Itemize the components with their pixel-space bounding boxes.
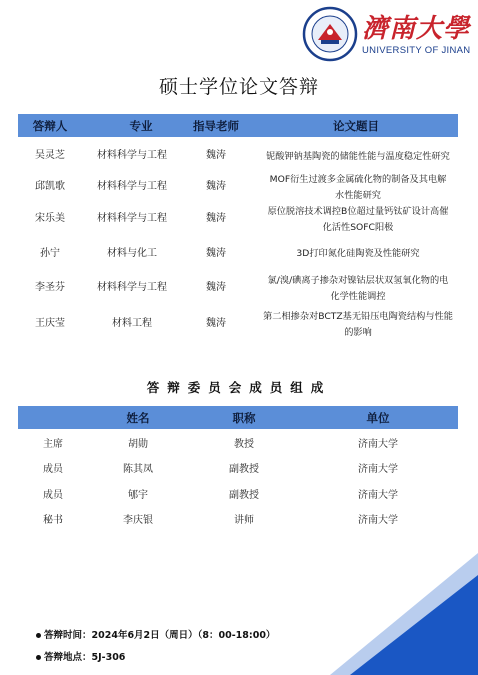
member-rank: 教授 <box>234 439 254 450</box>
student-advisor: 魏涛 <box>206 282 226 293</box>
member-unit: 济南大学 <box>358 439 398 450</box>
defense-time-text: 答辩时间：2024年6月2日（周日）（8：00-18:00） <box>44 630 276 641</box>
header-advisor: 指导老师 <box>193 118 239 133</box>
member-unit: 济南大学 <box>358 490 398 501</box>
committee-table-header <box>18 406 458 429</box>
header-name: 姓名 <box>126 410 150 425</box>
student-name: 李圣芬 <box>35 282 65 293</box>
member-role: 秘书 <box>43 515 63 526</box>
member-unit: 济南大学 <box>358 515 398 526</box>
member-rank: 副教授 <box>229 464 259 475</box>
member-role: 成员 <box>43 490 63 501</box>
student-advisor: 魏涛 <box>206 248 226 259</box>
defense-table-header <box>18 114 458 137</box>
member-rank: 讲师 <box>234 515 254 526</box>
bullet-icon <box>36 655 41 660</box>
thesis-topic-line: 第二相掺杂对BCTZ基无铅压电陶瓷结构与性能 <box>263 311 453 322</box>
thesis-topic <box>252 149 464 165</box>
header-topic: 论文题目 <box>333 118 379 133</box>
header-student: 答辩人 <box>32 118 68 133</box>
student-major: 材料科学与工程 <box>97 282 167 293</box>
student-advisor: 魏涛 <box>206 181 226 192</box>
logo-english-name: UNIVERSITY OF JINAN <box>362 45 471 56</box>
thesis-topic <box>252 246 464 262</box>
thesis-topic-line: 原位脱溶技术调控B位超过量钙钛矿设计高催 <box>267 206 449 217</box>
member-rank: 副教授 <box>229 490 259 501</box>
header-unit: 单位 <box>366 410 390 425</box>
thesis-topic-line: 氯/溴/碘离子掺杂对镍钴层状双氢氧化物的电 <box>267 275 449 286</box>
page-title: 硕士学位论文答辩 <box>158 76 319 98</box>
header-rank: 职称 <box>232 410 256 425</box>
defense-time <box>36 627 275 641</box>
thesis-topic <box>252 273 464 305</box>
student-name: 吴灵芝 <box>35 150 65 161</box>
member-name: 郇宇 <box>128 490 148 501</box>
thesis-topic <box>252 309 464 341</box>
thesis-topic-line: MOF衍生过渡多金属硫化物的制备及其电解 <box>269 174 447 185</box>
defense-place-text: 答辩地点：5J-306 <box>44 652 126 663</box>
student-major: 材料科学与工程 <box>97 181 167 192</box>
committee-title: 答辩委员会成员组成 <box>146 380 332 395</box>
member-role: 主席 <box>43 439 63 450</box>
university-logo <box>302 6 472 62</box>
defense-place <box>36 649 125 663</box>
student-major: 材料科学与工程 <box>97 150 167 161</box>
thesis-topic-line: 铌酸钾钠基陶瓷的储能性能与温度稳定性研究 <box>266 151 450 162</box>
university-seal-icon <box>302 6 358 62</box>
member-name: 陈其凤 <box>123 464 153 475</box>
student-name: 邱凯歌 <box>35 181 65 192</box>
thesis-topic-line: 化活性SOFC阳极 <box>322 222 394 233</box>
student-name: 孙宁 <box>40 248 60 259</box>
thesis-topic-line: 化学性能调控 <box>330 291 386 302</box>
member-name: 李庆银 <box>123 515 153 526</box>
student-name: 宋乐美 <box>35 213 65 224</box>
logo-chinese-name: 濟南大學 <box>362 14 471 44</box>
thesis-topic-line: 水性能研究 <box>335 190 381 201</box>
student-major: 材料科学与工程 <box>97 213 167 224</box>
header-major: 专业 <box>129 118 153 133</box>
student-advisor: 魏涛 <box>206 318 226 329</box>
student-name: 王庆莹 <box>35 318 65 329</box>
member-unit: 济南大学 <box>358 464 398 475</box>
student-advisor: 魏涛 <box>206 213 226 224</box>
student-major: 材料工程 <box>112 318 152 329</box>
thesis-topic-line: 3D打印氮化硅陶瓷及性能研究 <box>296 248 420 259</box>
student-major: 材料与化工 <box>107 248 157 259</box>
member-role: 成员 <box>43 464 63 475</box>
thesis-topic <box>252 172 464 204</box>
thesis-topic-line: 的影响 <box>344 327 372 338</box>
member-name: 胡勋 <box>128 439 148 450</box>
thesis-topic <box>252 204 464 236</box>
bullet-icon <box>36 633 41 638</box>
student-advisor: 魏涛 <box>206 150 226 161</box>
